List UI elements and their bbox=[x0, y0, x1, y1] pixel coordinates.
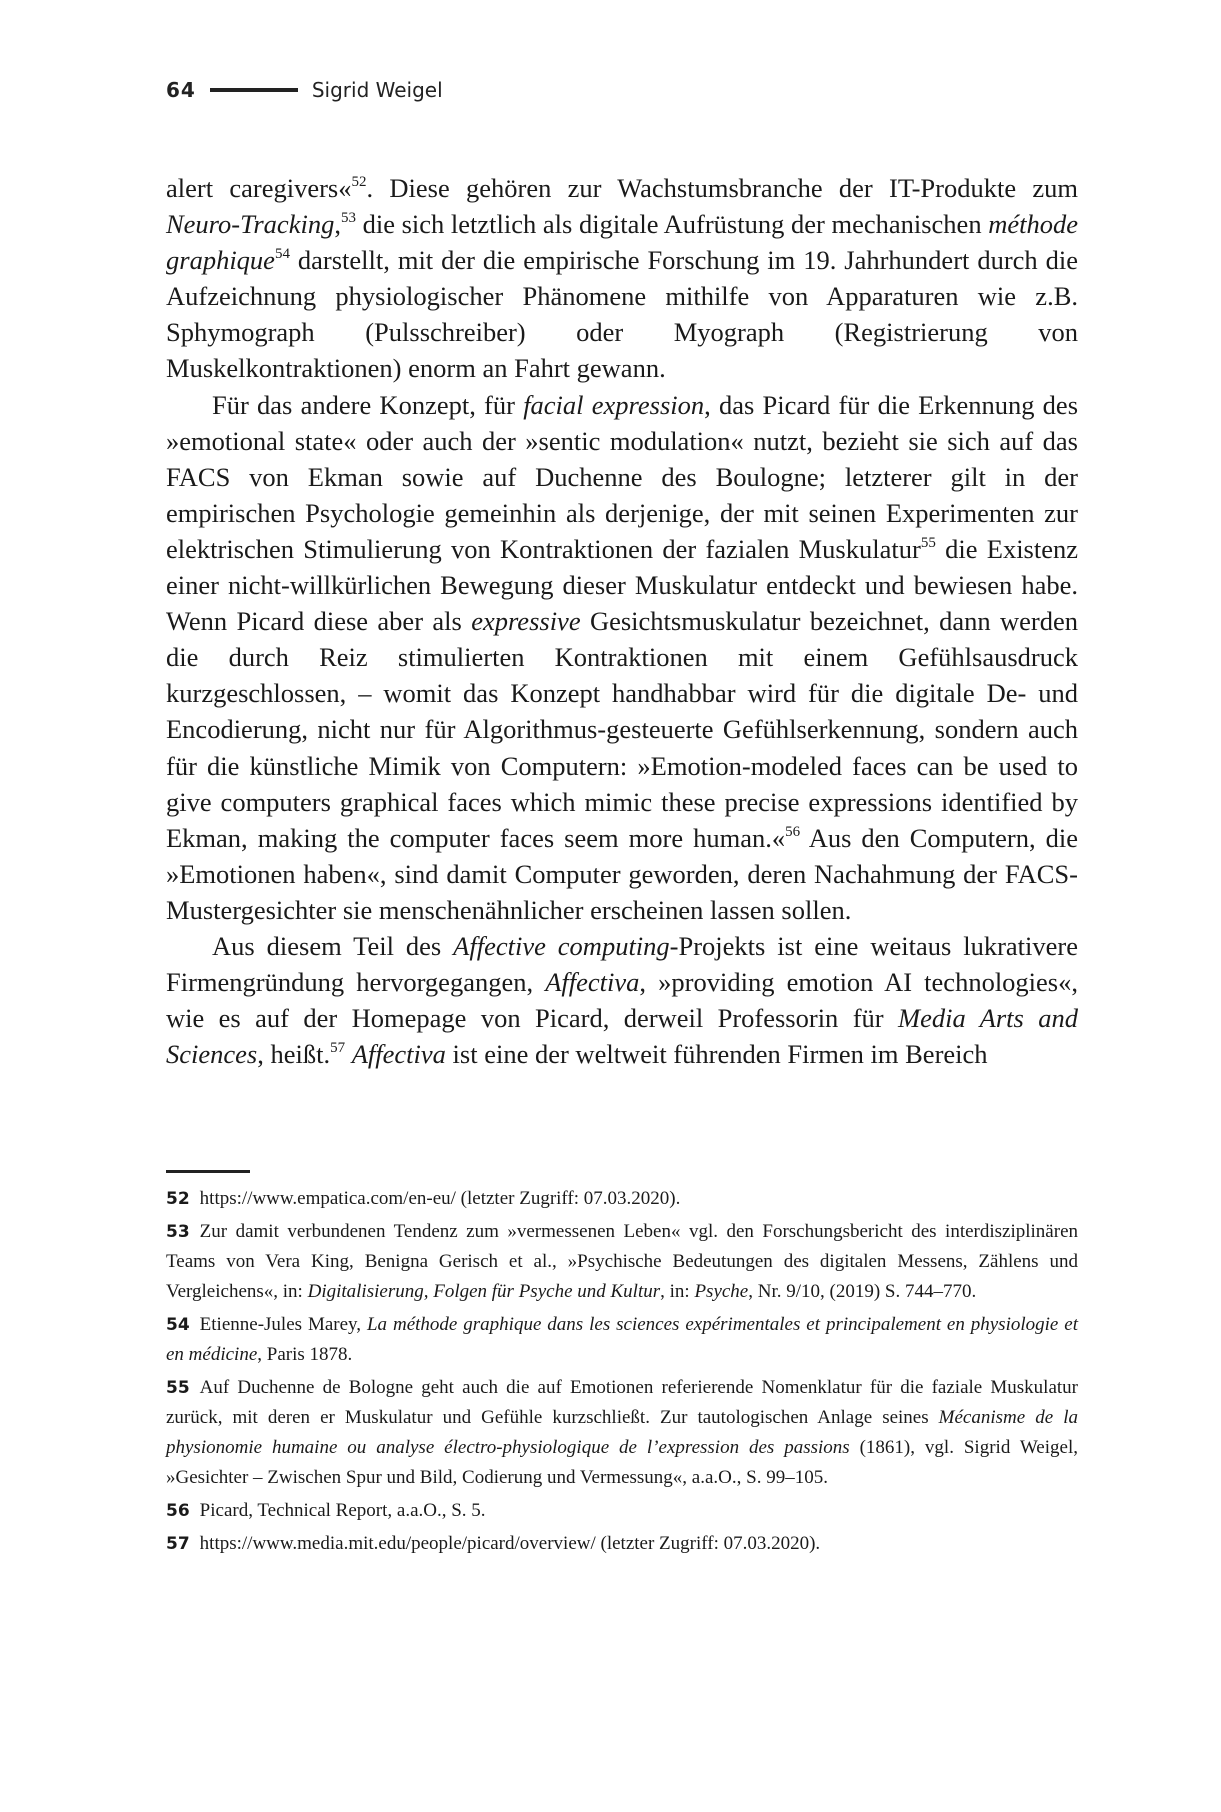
header-rule bbox=[210, 88, 298, 92]
footnote-ref-55[interactable]: 55 bbox=[920, 534, 936, 551]
italic-term: Neuro-Tracking bbox=[166, 209, 335, 240]
footnote-55 bbox=[166, 1373, 1078, 1493]
text-span: darstellt, mit der die empirische Forschung im 19. Jahrhundert durch die Aufzeichnung physiologischer Phänomene mithilfe von Apparaturen wie z.B. Sphymograph (Pulsschreiber) oder Myograph (Registrierung von Muskelkontraktionen) enorm an Fahrt gewann. bbox=[166, 245, 1078, 384]
text-span: alert caregivers« bbox=[166, 173, 352, 203]
text-span: Picard, Technical Report, a.a.O., S. 5. bbox=[199, 1500, 486, 1521]
italic-title: Psyche bbox=[694, 1281, 749, 1302]
text-span: , Nr. 9/10, (2019) S. 744–770. bbox=[748, 1281, 977, 1302]
running-author: Sigrid Weigel bbox=[311, 78, 443, 102]
footnote-number: 53 bbox=[166, 1222, 190, 1242]
italic-term: Affectiva bbox=[351, 1039, 446, 1070]
text-span: Aus diesem Teil des bbox=[212, 930, 454, 961]
italic-term: Affective computing bbox=[453, 930, 670, 961]
paragraph-1 bbox=[166, 170, 1078, 387]
footnote-number: 55 bbox=[166, 1378, 190, 1398]
main-text bbox=[166, 170, 1078, 1072]
footnote-53 bbox=[166, 1217, 1078, 1307]
text-span: , »providing emotion AI technologies«, wie es auf der Homepage von Picard, derweil Professorin für bbox=[166, 967, 1078, 1034]
text-span: -Projekts ist eine weitaus lukrativere Firmengründung hervorgegangen, bbox=[166, 930, 1078, 998]
footnote-ref-56[interactable]: 56 bbox=[785, 823, 801, 840]
footnote-ref-53[interactable]: 53 bbox=[340, 210, 356, 227]
footnotes bbox=[166, 1184, 1078, 1562]
footnote-ref-54[interactable]: 54 bbox=[274, 246, 290, 263]
text-span: , heißt. bbox=[257, 1039, 331, 1070]
text-span: die Existenz einer nicht-willkürlichen Bewegung dieser Muskulatur entdeckt und bewiesen habe. Wenn Picard diese aber als bbox=[166, 533, 1079, 637]
text-span: (1861), vgl. Sigrid Weigel, »Gesichter – Zwischen Spur und Bild, Codierung und Vermessung«, a.a.O., S. 99–105. bbox=[166, 1437, 1078, 1488]
text-span: Zur damit verbundenen Tendenz zum »vermessenen Leben« vgl. den Forschungsbericht des interdisziplinären Teams von Vera King, Benigna Gerisch et al., »Psychische Bedeutungen des digitalen Messens, Zählens und Vergleichens«, in: bbox=[166, 1221, 1078, 1302]
italic-term: expressive bbox=[471, 606, 581, 637]
footnote-57 bbox=[166, 1529, 1078, 1559]
text-span: ist eine der weltweit führenden Firmen im Bereich bbox=[445, 1039, 988, 1070]
page-number: 64 bbox=[166, 78, 196, 102]
italic-title: Mécanisme de la physionomie humaine ou analyse électro-physiologique de l’expression des passions bbox=[166, 1407, 1078, 1458]
running-header bbox=[166, 70, 443, 110]
footnote-link[interactable]: https://www.media.mit.edu/people/picard/overview/ (letzter Zugriff: 07.03.2020). bbox=[199, 1533, 821, 1554]
text-span: , Paris 1878. bbox=[257, 1344, 353, 1365]
footnote-number: 52 bbox=[166, 1189, 190, 1209]
footnote-ref-57[interactable]: 57 bbox=[330, 1040, 346, 1057]
text-span: Gesichtsmuskulatur bezeichnet, dann werden die durch Reiz stimulierten Kontraktionen mit einem Gefühlsausdruck kurzgeschlossen, – womit das Konzept handhabbar wird für die digitale De- und Encodierung, nicht nur für Algorithmus-gesteuerte Gefühlserkennung, sondern auch für die künstliche Mimik von Computern: »Emotion-modeled faces can be used to give computers graphical faces which mimic these precise expressions identified by Ekman, making the computer faces seem more human.« bbox=[166, 606, 1078, 853]
italic-term: Media Arts and Sciences bbox=[166, 1003, 1078, 1070]
text-span: , in: bbox=[660, 1281, 695, 1302]
italic-title: La méthode graphique dans les sciences expérimentales et principalement en physiologie et en médicine bbox=[166, 1314, 1078, 1365]
text-span: die sich letztlich als digitale Aufrüstung der mechanischen bbox=[355, 209, 989, 240]
text-span: Etienne-Jules Marey, bbox=[199, 1314, 367, 1335]
text-span: , das Picard für die Erkennung des »emotional state« oder auch der »sentic modulation« nutzt, bezieht sie sich auf das FACS von Ekman sowie auf Duchenne des Boulogne; letzterer gilt in der empirischen Psychologie gemeinhin als derjenige, der mit seinen Experimenten zur elektrischen Stimulierung von Kontraktionen der fazialen Muskulatur bbox=[166, 389, 1079, 564]
footnote-number: 57 bbox=[166, 1534, 190, 1554]
paragraph-2 bbox=[166, 387, 1078, 928]
footnote-number: 56 bbox=[166, 1501, 190, 1521]
text-span: . Diese gehören zur Wachstumsbranche der IT-Produkte zum bbox=[366, 173, 1078, 203]
text-span: Aus den Computern, die »Emotionen haben«, sind damit Computer geworden, deren Nachahmung der FACS-Mustergesichter sie menschenähnlicher erscheinen lassen sollen. bbox=[166, 822, 1078, 925]
footnote-ref-52[interactable]: 52 bbox=[351, 174, 367, 190]
text-span: Für das andere Konzept, für bbox=[212, 389, 524, 420]
text-span: , bbox=[334, 209, 341, 240]
footnote-link[interactable]: https://www.empatica.com/en-eu/ (letzter Zugriff: 07.03.2020). bbox=[199, 1188, 681, 1209]
footnote-number: 54 bbox=[166, 1315, 190, 1335]
footnote-52 bbox=[166, 1184, 1078, 1214]
footnote-rule bbox=[166, 1170, 250, 1173]
italic-term: méthode graphique bbox=[166, 209, 1078, 276]
footnote-56 bbox=[166, 1496, 1078, 1526]
footnote-54 bbox=[166, 1310, 1078, 1370]
italic-term: Affectiva bbox=[545, 967, 640, 998]
text-span: Auf Duchenne de Bologne geht auch die auf Emotionen referierende Nomenklatur für die faziale Muskulatur zurück, mit deren er Muskulatur und Gefühle kurzschließt. Zur tautologischen Anlage seines bbox=[166, 1377, 1078, 1428]
text-span bbox=[345, 1039, 352, 1069]
italic-title: Digitalisierung, Folgen für Psyche und Kultur bbox=[307, 1281, 661, 1302]
paragraph-3 bbox=[166, 928, 1078, 1072]
italic-term: facial expression bbox=[523, 389, 705, 420]
